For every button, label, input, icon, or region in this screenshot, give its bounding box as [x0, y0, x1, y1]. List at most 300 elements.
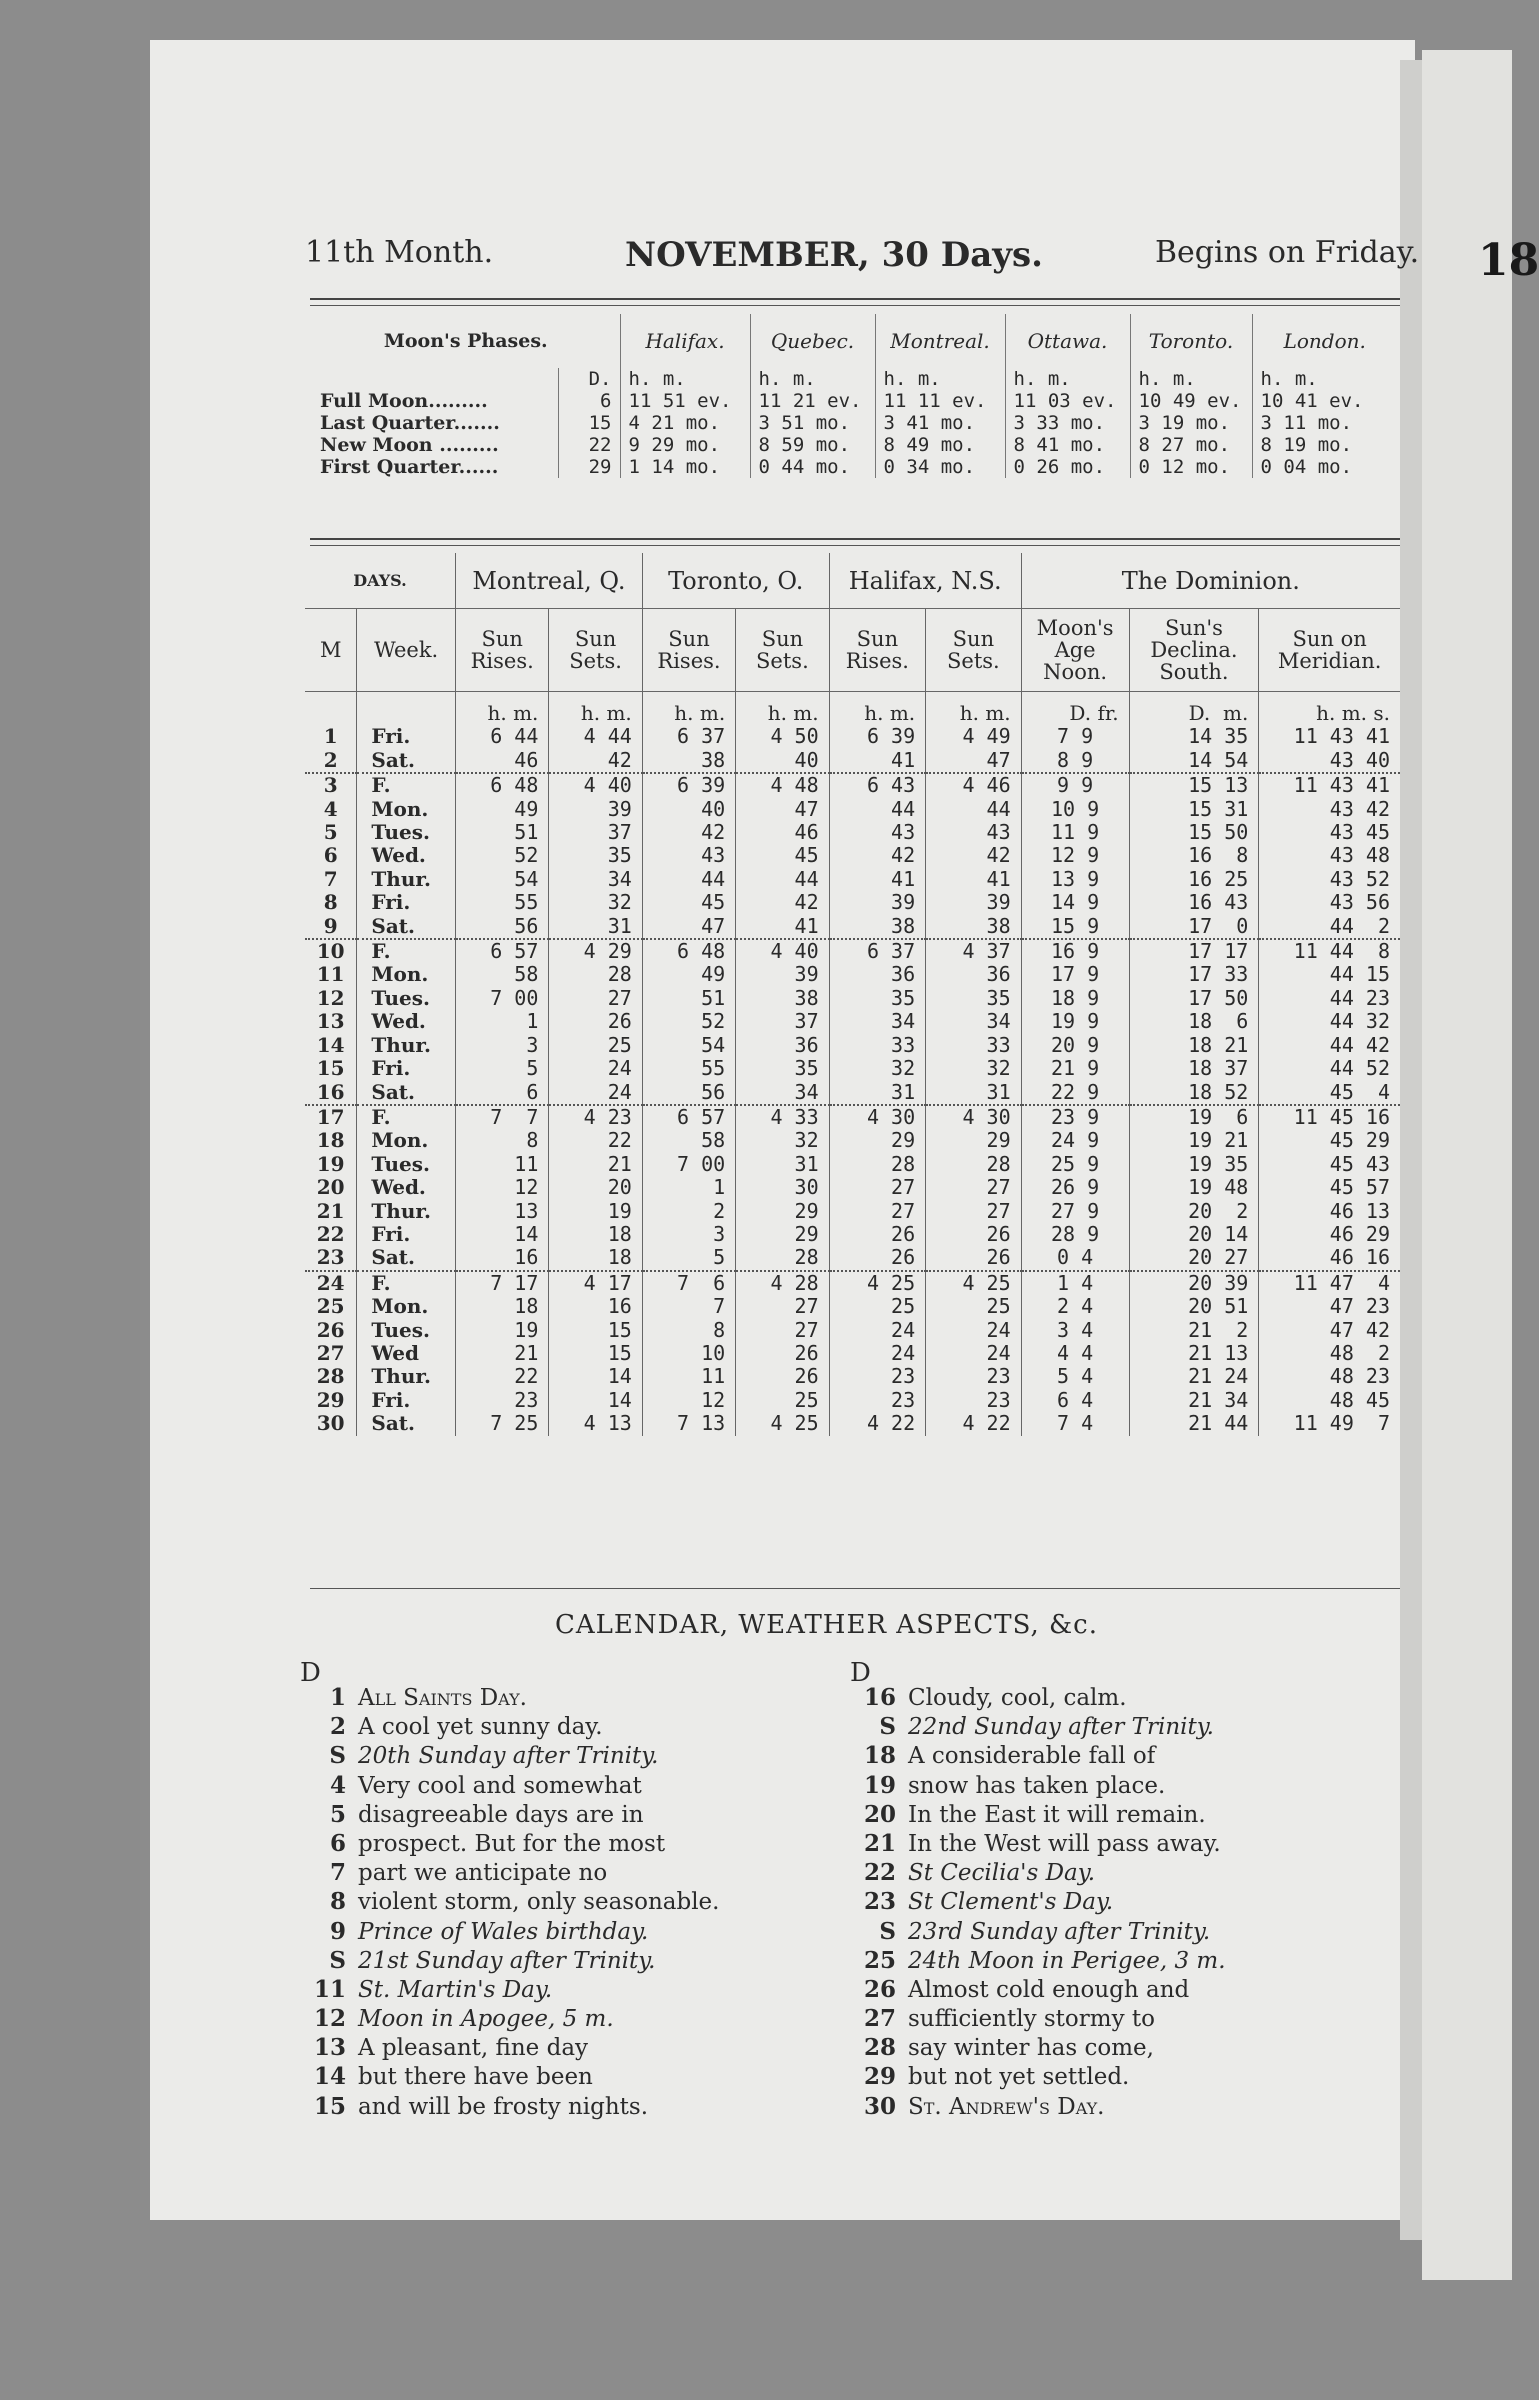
day-cell: Sat. — [357, 915, 456, 939]
day-cell: 55 — [455, 891, 548, 914]
calendar-entry-text: All Saints Day. — [358, 1685, 527, 1711]
day-cell: 45 57 — [1329, 1175, 1390, 1200]
day-cell: 7 00 — [455, 987, 548, 1010]
day-cell: 8 9 — [1021, 749, 1129, 773]
calendar-entry — [850, 1683, 1226, 1712]
day-cell: 9 — [305, 915, 357, 939]
day-cell: 44 — [829, 798, 926, 821]
day-cell: 15 — [305, 1057, 357, 1080]
day-cell: 7 9 — [1021, 725, 1129, 748]
calendar-day-number: 9 — [329, 1917, 346, 1945]
day-cell: 32 — [736, 1129, 829, 1152]
day-cell: 34 — [736, 1081, 829, 1105]
header-rule — [310, 298, 1400, 300]
day-cell: 27 — [829, 1200, 926, 1223]
day-cell: 44 52 — [1329, 1056, 1390, 1081]
day-cell: 47 23 — [1329, 1294, 1390, 1319]
day-row — [305, 1271, 1400, 1295]
day-cell: 39 — [549, 798, 642, 821]
day-cell: 1 — [455, 1010, 548, 1033]
day-cell: 48 45 — [1329, 1387, 1390, 1412]
phases-header-cell: Ottawa. — [1005, 314, 1130, 368]
day-cell: 39 — [829, 891, 926, 914]
day-cell: 26 — [305, 1319, 357, 1342]
day-cell: 42 — [549, 749, 642, 773]
phase-cell: 8 19 mo. — [1260, 434, 1353, 456]
day-cell: 4 33 — [736, 1105, 829, 1129]
day-cell: 5 4 — [1021, 1365, 1129, 1388]
phase-cell: 8 49 mo. — [875, 434, 1005, 456]
day-cell: 4 25 — [829, 1271, 926, 1295]
day-cell: 6 4 — [1021, 1389, 1129, 1412]
day-cell: 45 43 — [1329, 1151, 1390, 1176]
day-cell: 46 29 — [1329, 1221, 1390, 1246]
calendar-day-number: 19 — [863, 1771, 896, 1799]
day-cell: 32 — [549, 891, 642, 914]
day-cell: 16 — [305, 1081, 357, 1105]
calendar-day-number: 28 — [863, 2034, 896, 2062]
day-row — [305, 1129, 1400, 1152]
day-row — [305, 1389, 1400, 1412]
day-cell: 11 47 4 — [1259, 1271, 1400, 1295]
day-cell: 39 — [926, 891, 1022, 914]
calendar-entry — [300, 1858, 719, 1887]
day-cell: 21 24 — [1129, 1365, 1259, 1388]
calendar-entry-text: St Clement's Day. — [908, 1889, 1114, 1916]
day-cell: 23 — [829, 1389, 926, 1412]
page-title: NOVEMBER, 30 Days. — [625, 235, 1044, 275]
day-cell: 27 — [926, 1200, 1022, 1223]
day-cell: 48 23 — [1329, 1364, 1390, 1389]
phases-header-cell: Halifax. — [620, 314, 750, 368]
calendar-day-number: S — [329, 1946, 346, 1974]
phase-cell: 3 19 mo. — [1130, 412, 1252, 434]
day-cell: 23 — [926, 1365, 1022, 1388]
calendar-day-number: S — [879, 1713, 896, 1741]
calendar-entry — [300, 1975, 719, 2004]
day-cell: 24 — [829, 1319, 926, 1342]
day-cell: 6 39 — [642, 773, 735, 797]
page-header — [305, 235, 1420, 285]
phase-cell: 11 03 ev. — [1005, 390, 1130, 412]
column-header: Sun Rises. — [642, 609, 735, 692]
day-cell: 17 50 — [1129, 987, 1259, 1010]
day-cell: 16 9 — [1021, 939, 1129, 963]
day-cell: 24 — [549, 1057, 642, 1080]
phases-header-cell: London. — [1283, 329, 1366, 353]
phase-cell: 0 34 mo. — [875, 456, 1005, 478]
calendar-entry-text: A cool yet sunny day. — [358, 1714, 603, 1741]
day-cell: 14 54 — [1129, 749, 1259, 773]
day-cell: 38 — [642, 749, 735, 773]
day-cell: 26 — [736, 1342, 829, 1365]
day-cell: 29 — [829, 1129, 926, 1152]
calendar-entry-text: Cloudy, cool, calm. — [908, 1685, 1127, 1711]
day-cell: 43 48 — [1329, 843, 1390, 868]
day-cell: 44 2 — [1329, 913, 1390, 938]
day-cell: Sat. — [357, 749, 456, 773]
day-cell: 25 — [549, 1034, 642, 1057]
day-cell: 26 — [829, 1223, 926, 1246]
day-row — [305, 1153, 1400, 1176]
day-cell: 4 25 — [926, 1271, 1022, 1295]
calendar-entry-text: Very cool and somewhat — [358, 1772, 642, 1799]
day-cell: Wed — [357, 1342, 456, 1365]
day-cell: 34 — [926, 1010, 1022, 1033]
day-cell: 22 — [455, 1365, 548, 1388]
day-cell: F. — [357, 1271, 456, 1295]
day-cell: 4 30 — [829, 1105, 926, 1129]
phase-cell: 0 04 mo. — [1260, 456, 1353, 478]
day-cell: 58 — [642, 1129, 735, 1152]
day-cell: 4 48 — [736, 773, 829, 797]
day-cell: Thur. — [357, 1200, 456, 1223]
day-cell: 21 2 — [1129, 1319, 1259, 1342]
day-cell: 52 — [455, 844, 548, 867]
day-row — [305, 1081, 1400, 1105]
calendar-entry-text: 24th Moon in Perigee, 3 m. — [908, 1947, 1226, 1974]
day-cell: 4 37 — [926, 939, 1022, 963]
day-cell: Fri. — [357, 891, 456, 914]
day-cell: 23 — [455, 1389, 548, 1412]
day-cell: 47 42 — [1329, 1317, 1390, 1342]
day-cell: 14 — [549, 1365, 642, 1388]
day-cell: 29 — [926, 1129, 1022, 1152]
day-cell: 1 — [642, 1176, 735, 1199]
day-cell: 6 43 — [829, 773, 926, 797]
day-cell: 15 13 — [1129, 773, 1259, 797]
calendar-day-number: 16 — [863, 1684, 896, 1711]
day-cell: Thur. — [357, 868, 456, 891]
day-cell: 4 22 — [926, 1412, 1022, 1435]
phases-header-cell: Montreal. — [875, 314, 1005, 368]
day-cell: 46 13 — [1329, 1198, 1390, 1223]
phase-cell: 29 — [558, 456, 620, 478]
day-cell: 6 37 — [829, 939, 926, 963]
calendar-day-number: 23 — [863, 1888, 896, 1916]
day-cell: 28 — [829, 1153, 926, 1176]
calendar-entry — [300, 1771, 719, 1800]
phase-cell: 0 26 mo. — [1005, 456, 1130, 478]
calendar-entry-text: 22nd Sunday after Trinity. — [908, 1714, 1214, 1741]
day-cell: 15 — [549, 1319, 642, 1342]
day-cell: 3 — [305, 773, 357, 797]
phase-cell: 3 33 mo. — [1005, 412, 1130, 434]
day-cell: 19 9 — [1021, 1010, 1129, 1033]
day-cell: Sat. — [357, 1081, 456, 1105]
calendar-day-number: S — [329, 1742, 346, 1770]
calendar-entry-text: A considerable fall of — [908, 1743, 1156, 1770]
header-rule-thin — [310, 305, 1400, 306]
day-row — [305, 987, 1400, 1010]
unit-cell: h. m. — [829, 692, 926, 726]
table-bottom-rule — [310, 1588, 1400, 1589]
day-cell: 11 — [642, 1365, 735, 1388]
phases-unit-cell: h. m. — [620, 368, 750, 390]
calendar-day-number: 14 — [313, 2063, 346, 2091]
day-cell: 17 9 — [1021, 963, 1129, 986]
facing-page-edge — [1422, 50, 1512, 2280]
day-cell: 34 — [549, 868, 642, 891]
day-cell: 18 6 — [1129, 1010, 1259, 1033]
day-cell: 31 — [829, 1081, 926, 1105]
day-cell: Fri. — [357, 725, 456, 748]
day-cell: 1 4 — [1021, 1271, 1129, 1295]
phase-cell: 8 41 mo. — [1005, 434, 1130, 456]
phases-unit-cell: h. m. — [1005, 368, 1130, 390]
day-row — [305, 915, 1400, 939]
unit-cell: h. m. s. — [1316, 701, 1390, 725]
calendar-day-number: 7 — [329, 1859, 346, 1887]
calendar-entry — [850, 1829, 1226, 1858]
day-cell: 20 2 — [1129, 1200, 1259, 1223]
day-cell: 48 2 — [1329, 1340, 1390, 1365]
day-cell: 7 7 — [455, 1105, 548, 1129]
day-cell: 31 — [736, 1153, 829, 1176]
day-cell: 43 — [642, 844, 735, 867]
day-cell: 55 — [642, 1057, 735, 1080]
calendar-entry — [850, 1917, 1226, 1946]
calendar-entry-text: St Cecilia's Day. — [908, 1860, 1096, 1887]
phase-cell: New Moon ......... — [312, 434, 558, 456]
day-cell: 36 — [926, 963, 1022, 986]
page-gutter — [1400, 60, 1422, 2240]
day-cell: 45 4 — [1329, 1079, 1390, 1104]
day-cell: 10 9 — [1021, 798, 1129, 821]
calendar-day-number: 5 — [329, 1800, 346, 1828]
day-cell: 7 25 — [455, 1412, 548, 1435]
day-cell: 14 — [455, 1223, 548, 1246]
day-cell: 4 40 — [549, 773, 642, 797]
day-cell: 4 49 — [926, 725, 1022, 748]
day-cell: Tues. — [357, 1153, 456, 1176]
unit-cell: h. m. — [642, 692, 735, 726]
sun-moon-table — [305, 553, 1400, 1436]
day-cell: 9 9 — [1021, 773, 1129, 797]
calendar-entry — [300, 1741, 719, 1770]
calendar-entry-text: but there have been — [358, 2064, 593, 2091]
day-cell: 4 25 — [736, 1412, 829, 1435]
calendar-day-number: 18 — [863, 1742, 896, 1770]
day-cell: 5 — [305, 821, 357, 844]
phase-cell: 10 49 ev. — [1130, 390, 1252, 412]
day-cell: 20 27 — [1129, 1246, 1259, 1270]
day-row — [305, 963, 1400, 986]
phase-cell: 15 — [558, 412, 620, 434]
day-cell: 18 — [305, 1129, 357, 1152]
group-header: Montreal, Q. — [455, 553, 642, 609]
day-cell: 47 — [736, 798, 829, 821]
phases-unit-cell: h. m. — [875, 368, 1005, 390]
day-cell: Wed. — [357, 1176, 456, 1199]
day-cell: 26 — [926, 1246, 1022, 1270]
day-cell: 8 — [305, 891, 357, 914]
calendar-entry — [850, 1975, 1226, 2004]
day-cell: 4 30 — [926, 1105, 1022, 1129]
section-rule-thin — [310, 545, 1400, 546]
day-cell: 7 17 — [455, 1271, 548, 1295]
day-cell: 43 45 — [1329, 820, 1390, 845]
calendar-entry — [850, 1712, 1226, 1741]
day-cell: 49 — [642, 963, 735, 986]
day-cell: 21 — [549, 1153, 642, 1176]
day-cell: 18 37 — [1129, 1057, 1259, 1080]
day-cell: Mon. — [357, 1129, 456, 1152]
phase-row — [312, 456, 1397, 478]
calendar-day-number: 8 — [329, 1888, 346, 1916]
day-cell: 30 — [305, 1412, 357, 1435]
day-cell: F. — [357, 773, 456, 797]
day-cell: 42 — [736, 891, 829, 914]
phases-unit-cell — [312, 368, 558, 390]
day-cell: 28 — [926, 1153, 1022, 1176]
day-cell: 44 32 — [1329, 1009, 1390, 1034]
day-cell: Wed. — [357, 844, 456, 867]
day-cell: Tues. — [357, 987, 456, 1010]
phase-cell: 6 — [558, 390, 620, 412]
day-cell: 6 39 — [829, 725, 926, 748]
calendar-day-number: 4 — [329, 1771, 346, 1799]
day-cell: 6 — [455, 1081, 548, 1105]
day-cell: 4 17 — [549, 1271, 642, 1295]
calendar-left-column — [300, 1683, 719, 2121]
calendar-day-number: 11 — [313, 1975, 346, 2003]
day-cell: 21 13 — [1129, 1342, 1259, 1365]
group-header: DAYS. — [305, 553, 455, 609]
calendar-entry — [300, 2033, 719, 2062]
day-cell: 4 28 — [736, 1271, 829, 1295]
calendar-entry — [850, 2092, 1226, 2121]
calendar-entry-text: and will be frosty nights. — [358, 2093, 649, 2120]
day-cell: 7 6 — [642, 1271, 735, 1295]
day-row — [305, 1246, 1400, 1270]
phase-cell: 11 51 ev. — [620, 390, 750, 412]
day-cell: 39 — [736, 963, 829, 986]
day-cell: 35 — [736, 1057, 829, 1080]
day-cell: 37 — [549, 821, 642, 844]
day-row — [305, 1200, 1400, 1223]
day-cell: Sat. — [357, 1412, 456, 1435]
day-cell: 23 — [926, 1389, 1022, 1412]
day-cell: 42 — [926, 844, 1022, 867]
day-cell: 26 9 — [1021, 1176, 1129, 1199]
calendar-day-number: 20 — [863, 1800, 896, 1828]
day-cell: 36 — [829, 963, 926, 986]
day-cell: 18 — [549, 1246, 642, 1270]
day-cell: 25 — [305, 1295, 357, 1318]
calendar-day-number: 2 — [329, 1713, 346, 1741]
day-cell: 12 — [642, 1389, 735, 1412]
calendar-day-number: 1 — [329, 1684, 346, 1711]
day-cell: 26 — [926, 1223, 1022, 1246]
month-number: 11th Month. — [305, 235, 494, 270]
calendar-right-column — [850, 1683, 1226, 2121]
day-cell: 13 9 — [1021, 868, 1129, 891]
day-cell: 20 39 — [1129, 1271, 1259, 1295]
phase-row — [312, 434, 1397, 456]
group-header: Halifax, N.S. — [829, 553, 1021, 609]
calendar-entry — [850, 2033, 1226, 2062]
day-cell: 34 — [829, 1010, 926, 1033]
day-cell: 20 14 — [1129, 1223, 1259, 1246]
day-cell: 51 — [642, 987, 735, 1010]
day-cell: 6 — [305, 844, 357, 867]
phases-unit-cell: h. m. — [1260, 368, 1318, 390]
day-cell: 12 — [455, 1176, 548, 1199]
phases-header-cell: Quebec. — [750, 314, 875, 368]
day-cell: Fri. — [357, 1223, 456, 1246]
day-cell: 41 — [736, 915, 829, 939]
phases-header-cell: Toronto. — [1130, 314, 1252, 368]
phase-cell: 4 21 mo. — [620, 412, 750, 434]
day-cell: 19 — [549, 1200, 642, 1223]
day-cell: 18 9 — [1021, 987, 1129, 1010]
day-cell: 11 49 7 — [1293, 1411, 1390, 1436]
day-cell: 6 48 — [455, 773, 548, 797]
day-cell: 11 43 41 — [1293, 724, 1390, 749]
day-cell: 11 — [455, 1153, 548, 1176]
moon-phases-table — [312, 314, 1397, 478]
day-cell: 56 — [642, 1081, 735, 1105]
group-header: Toronto, O. — [642, 553, 829, 609]
phase-cell: 1 14 mo. — [620, 456, 750, 478]
day-cell: 27 9 — [1021, 1200, 1129, 1223]
day-cell: 40 — [642, 798, 735, 821]
day-row — [305, 1034, 1400, 1057]
calendar-entry-text: St. Martin's Day. — [358, 1976, 553, 2003]
day-cell: 16 43 — [1129, 891, 1259, 914]
day-cell: Fri. — [357, 1057, 456, 1080]
calendar-day-number: 13 — [313, 2034, 346, 2062]
phase-cell: 3 11 mo. — [1260, 412, 1353, 434]
unit-cell: h. m. — [455, 692, 548, 726]
day-cell: 14 — [305, 1034, 357, 1057]
calendar-day-number: 15 — [313, 2092, 346, 2120]
day-cell: 21 44 — [1129, 1412, 1259, 1435]
day-cell: 28 — [736, 1246, 829, 1270]
phase-cell: First Quarter...... — [312, 456, 558, 478]
day-row — [305, 1412, 1400, 1435]
day-row — [305, 725, 1400, 748]
day-cell: 27 — [305, 1342, 357, 1365]
day-cell: 12 — [305, 987, 357, 1010]
day-cell: 24 — [305, 1271, 357, 1295]
day-cell: 25 — [829, 1295, 926, 1318]
day-cell: 17 0 — [1129, 915, 1259, 939]
day-cell: 18 52 — [1129, 1081, 1259, 1105]
day-cell: 41 — [829, 749, 926, 773]
calendar-day-number: 26 — [863, 1975, 896, 2003]
calendar-entry-text: snow has taken place. — [908, 1772, 1166, 1799]
day-cell: 14 — [549, 1389, 642, 1412]
calendar-entry — [850, 1946, 1226, 1975]
calendar-entry — [300, 1800, 719, 1829]
day-cell: 20 — [305, 1176, 357, 1199]
day-cell: 14 9 — [1021, 891, 1129, 914]
day-row — [305, 1295, 1400, 1318]
day-cell: 27 — [829, 1176, 926, 1199]
calendar-entry — [850, 1887, 1226, 1916]
day-cell: 13 — [455, 1200, 548, 1223]
day-row — [305, 1342, 1400, 1365]
calendar-entry-text: Prince of Wales birthday. — [358, 1918, 649, 1945]
phase-cell: 9 29 mo. — [620, 434, 750, 456]
day-row — [305, 891, 1400, 914]
column-header: Sun Sets. — [926, 609, 1022, 692]
day-cell: 26 — [736, 1365, 829, 1388]
day-cell: 54 — [455, 868, 548, 891]
calendar-day-number: 12 — [313, 2005, 346, 2033]
